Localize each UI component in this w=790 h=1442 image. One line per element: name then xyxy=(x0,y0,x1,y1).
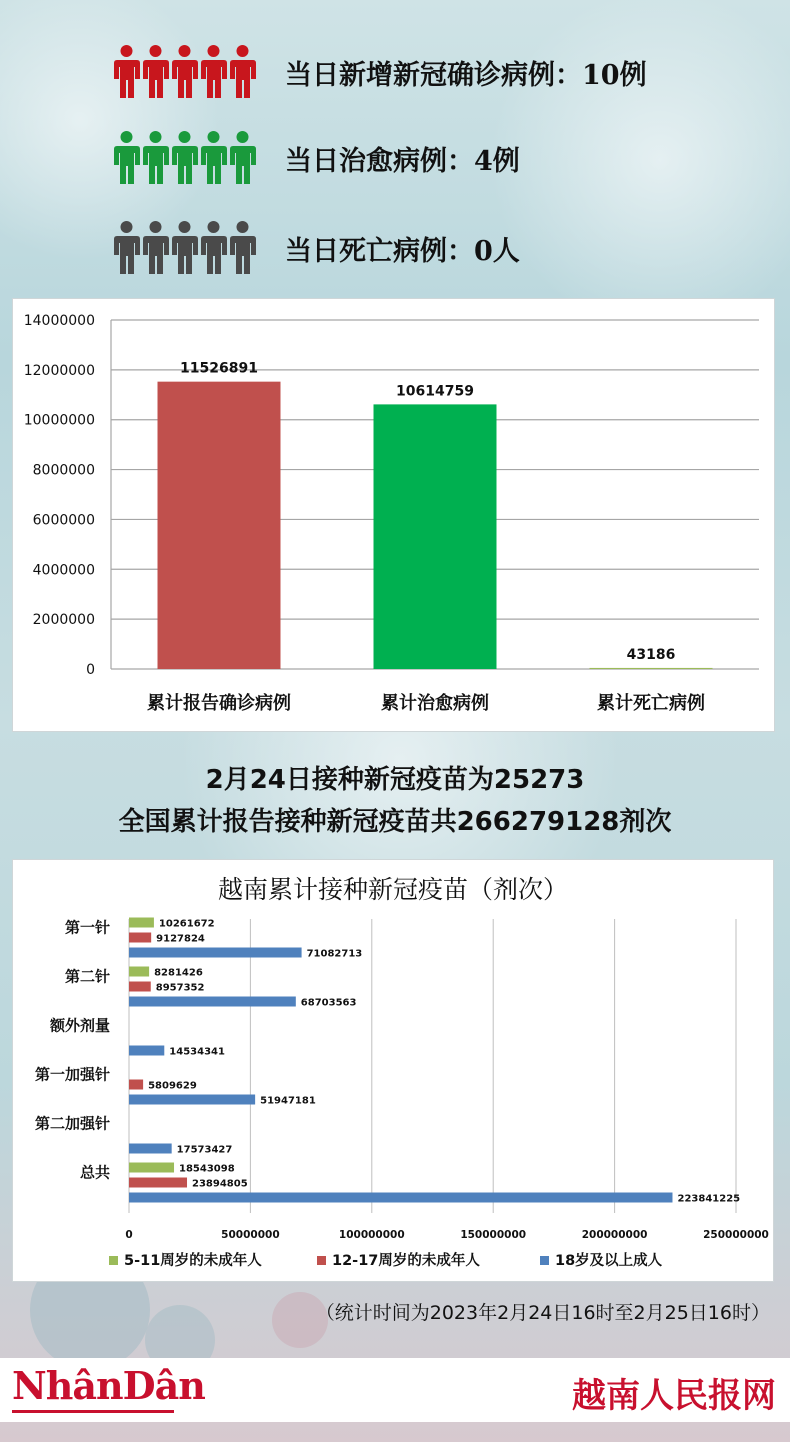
bar xyxy=(129,982,151,992)
person-icon xyxy=(141,44,170,100)
legend-swatch xyxy=(540,1256,549,1265)
vaccination-total-headline: 全国累计报告接种新冠疫苗共266279128剂次 xyxy=(118,807,672,837)
y-category-label: 第一加强针 xyxy=(34,1065,110,1084)
legend-label: 5-11周岁的未成年人 xyxy=(124,1253,262,1269)
stat-deaths xyxy=(112,218,520,278)
vaccination-daily-headline: 2月24日接种新冠疫苗为25273 xyxy=(205,765,585,795)
person-icon xyxy=(199,44,228,100)
y-category-label: 第二加强针 xyxy=(34,1114,110,1133)
y-tick-label: 6000000 xyxy=(32,512,95,529)
person-icon xyxy=(228,130,257,186)
bar-value-label: 10261672 xyxy=(158,918,215,930)
person-icon xyxy=(199,220,228,276)
bar xyxy=(129,1163,174,1173)
bar xyxy=(129,1178,187,1188)
x-tick-label: 150000000 xyxy=(460,1229,527,1241)
person-icon xyxy=(112,130,141,186)
y-tick-label: 14000000 xyxy=(23,313,95,329)
bar xyxy=(129,948,302,958)
people-group-red-icon xyxy=(112,44,257,100)
person-icon xyxy=(112,220,141,276)
bar xyxy=(129,933,151,943)
vaccination-horizontal-bar-chart xyxy=(13,860,773,1281)
stat-new-cases xyxy=(112,42,647,102)
person-icon xyxy=(141,220,170,276)
bar xyxy=(129,1193,672,1203)
bar-value-label: 71082713 xyxy=(306,948,363,960)
bar-value-label: 14534341 xyxy=(169,1046,225,1058)
person-icon xyxy=(112,44,141,100)
person-icon xyxy=(170,220,199,276)
stat-deaths-label: 当日死亡病例：0人 xyxy=(285,235,520,267)
bar xyxy=(129,967,149,977)
bar xyxy=(158,382,281,669)
person-icon xyxy=(228,220,257,276)
bar xyxy=(374,404,497,669)
bar xyxy=(129,1095,255,1105)
people-group-gray-icon xyxy=(112,220,257,276)
person-icon xyxy=(170,44,199,100)
legend-label: 12-17周岁的未成年人 xyxy=(332,1253,480,1269)
y-tick-label: 8000000 xyxy=(32,462,95,479)
bar-value-label: 223841225 xyxy=(677,1193,741,1205)
x-tick-label: 0 xyxy=(125,1229,133,1241)
bar-value-label: 8281426 xyxy=(154,967,203,979)
bar-value-label: 17573427 xyxy=(176,1144,233,1156)
bar-value-label: 18543098 xyxy=(179,1163,235,1175)
bar xyxy=(129,997,296,1007)
people-group-green-icon xyxy=(112,130,257,186)
x-tick-label: 250000000 xyxy=(703,1229,769,1241)
bar-value-label: 68703563 xyxy=(300,997,357,1009)
stat-recovered-label: 当日治愈病例：4例 xyxy=(285,145,520,177)
bar-value-label: 10614759 xyxy=(396,383,474,400)
stat-new-cases-label: 当日新增新冠确诊病例：10例 xyxy=(285,59,647,91)
legend-label: 18岁及以上成人 xyxy=(555,1253,663,1269)
bar-value-label: 51947181 xyxy=(260,1095,316,1107)
x-category-label: 累计死亡病例 xyxy=(597,693,705,714)
cumulative-cases-chart-panel xyxy=(12,298,775,732)
vaccination-chart-panel xyxy=(12,859,774,1282)
bar xyxy=(129,918,154,928)
y-category-label: 第二针 xyxy=(64,967,110,986)
y-tick-label: 12000000 xyxy=(23,362,95,379)
x-category-label: 累计报告确诊病例 xyxy=(147,693,291,714)
bar-value-label: 43186 xyxy=(626,646,676,663)
bar xyxy=(590,668,713,669)
statistics-period-note: （统计时间为2023年2月24日16时至2月25日16时） xyxy=(315,1302,770,1324)
bar xyxy=(129,1080,143,1090)
bar-value-label: 11526891 xyxy=(180,360,258,377)
x-tick-label: 50000000 xyxy=(221,1229,280,1241)
y-category-label: 额外剂量 xyxy=(49,1016,110,1035)
bar-value-label: 9127824 xyxy=(156,933,205,945)
y-tick-label: 2000000 xyxy=(32,612,95,629)
y-tick-label: 4000000 xyxy=(32,562,95,579)
x-category-label: 累计治愈病例 xyxy=(381,693,489,714)
bar xyxy=(129,1144,172,1154)
y-category-label: 总共 xyxy=(79,1163,110,1182)
bar-value-label: 23894805 xyxy=(192,1178,248,1190)
y-tick-label: 0 xyxy=(86,662,95,678)
y-category-label: 第一针 xyxy=(64,918,110,937)
x-tick-label: 200000000 xyxy=(581,1229,648,1241)
bar-value-label: 5809629 xyxy=(148,1080,197,1092)
nhandan-logo: NhânDân xyxy=(12,1363,205,1408)
bar xyxy=(129,1046,164,1056)
site-name: 越南人民报网 xyxy=(572,1376,776,1416)
x-tick-label: 100000000 xyxy=(338,1229,405,1241)
person-icon xyxy=(228,44,257,100)
legend-swatch xyxy=(317,1256,326,1265)
bar-value-label: 8957352 xyxy=(155,982,205,994)
stat-recovered xyxy=(112,128,520,188)
legend-swatch xyxy=(109,1256,118,1265)
y-tick-label: 10000000 xyxy=(23,412,95,429)
person-icon xyxy=(199,130,228,186)
logo-underline xyxy=(12,1410,174,1413)
person-icon xyxy=(170,130,199,186)
chart-title: 越南累计接种新冠疫苗（剂次） xyxy=(217,875,569,904)
person-icon xyxy=(141,130,170,186)
cumulative-cases-bar-chart xyxy=(13,299,774,731)
